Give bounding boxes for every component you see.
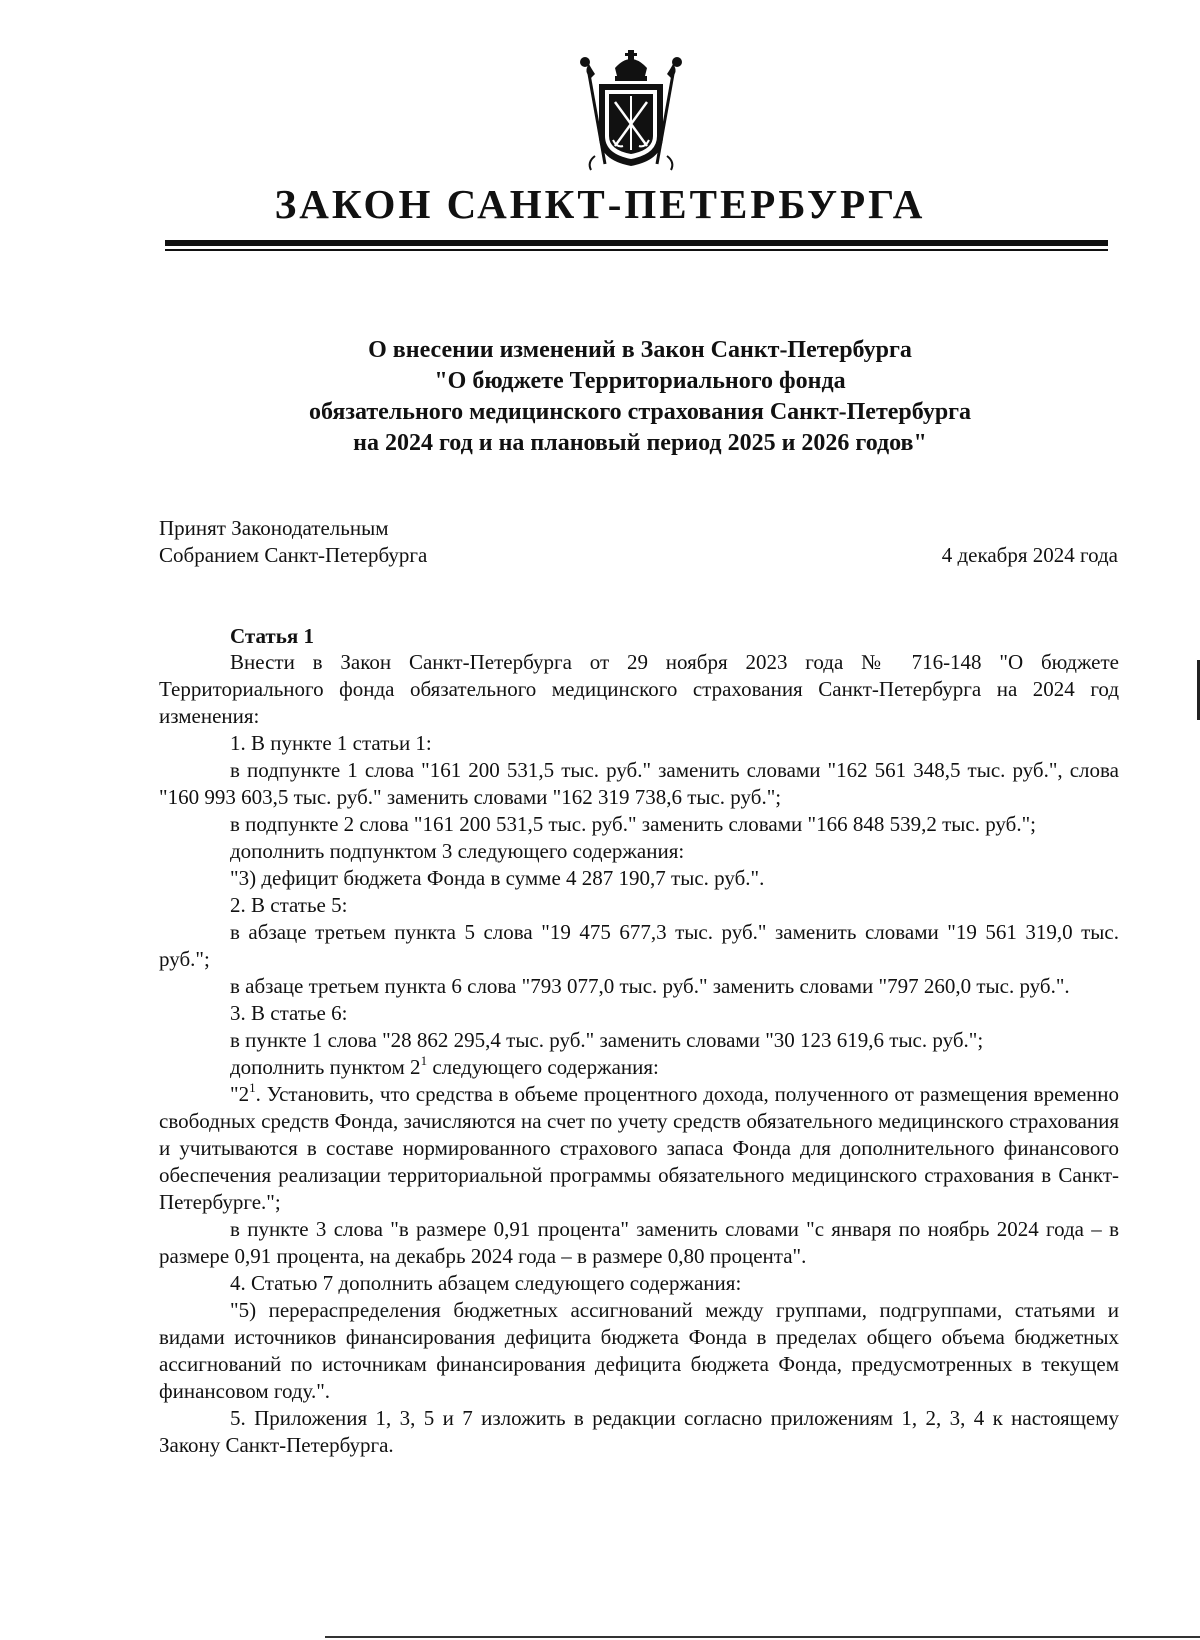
list-item: 4. Статью 7 дополнить абзацем следующего содержания:: [230, 1271, 742, 1295]
superscript: 1: [249, 1080, 256, 1095]
text-run: "2: [230, 1082, 250, 1106]
text-run: следующего содержания:: [427, 1055, 659, 1079]
article-heading: Статья 1: [230, 624, 314, 648]
list-item: [159, 1081, 1119, 1216]
text-run: . Установить, что средства в объеме процентного дохода, полученного от размещения временно свободных средств Фонда, зачисляются на счет по учету средств обязательного медицинского страхования и учитываются в составе нормированного страхового запаса Фонда для дополнительного финансового обеспечения реализации территориальной программы обязательного медицинского страхования в Санкт-Петербурге.";: [159, 1082, 1119, 1214]
article-body: [159, 649, 1119, 1459]
document-title: ЗАКОН САНКТ-ПЕТЕРБУРГА: [274, 181, 926, 227]
list-item: в пункте 1 слова "28 862 295,4 тыс. руб." заменить словами "30 123 619,6 тыс. руб.";: [230, 1028, 984, 1052]
law-title: [0, 335, 1200, 459]
list-item: в пункте 3 слова "в размере 0,91 процента" заменить словами "с января по ноябрь 2024 года – в размере 0,91 процента, на декабрь 2024 года – в размере 0,80 процента".: [159, 1217, 1119, 1268]
adoption-statement: [159, 515, 427, 569]
title-rule-thick: [165, 240, 1108, 246]
article-intro: Внести в Закон Санкт-Петербурга от 29 ноября 2023 года № 716-148 "О бюджете Территориального фонда обязательного медицинского страхования Санкт-Петербурга на 2024 год изменения:: [159, 650, 1119, 728]
list-item: 2. В статье 5:: [230, 893, 348, 917]
list-item: "3) дефицит бюджета Фонда в сумме 4 287 190,7 тыс. руб.".: [230, 866, 765, 890]
saint-petersburg-coat-of-arms-icon: [575, 48, 687, 174]
list-item: 1. В пункте 1 статьи 1:: [230, 731, 432, 755]
law-title-line: О внесении изменений в Закон Санкт-Петербурга: [368, 337, 912, 363]
list-item: в абзаце третьем пункта 5 слова "19 475 677,3 тыс. руб." заменить словами "19 561 319,0 тыс. руб.";: [159, 920, 1119, 971]
law-title-line: обязательного медицинского страхования Санкт-Петербурга: [308, 399, 972, 425]
list-item: "5) перераспределения бюджетных ассигнований между группами, подгруппами, статьями и видами источников финансирования дефицита бюджета Фонда в пределах общего объема бюджетных ассигнований по источникам финансирования дефицита бюджета Фонда, предусмотренных в текущем финансовом году.".: [159, 1298, 1119, 1403]
adoption-line: Принят Законодательным: [159, 516, 389, 540]
law-title-line: "О бюджете Территориального фонда: [434, 368, 846, 394]
list-item: в подпункте 1 слова "161 200 531,5 тыс. руб." заменить словами "162 561 348,5 тыс. руб.", слова "160 993 603,5 тыс. руб." заменить словами "162 319 738,6 тыс. руб.";: [159, 758, 1119, 809]
adoption-line: Собранием Санкт-Петербурга: [159, 543, 428, 567]
list-item: в абзаце третьем пункта 6 слова "793 077,0 тыс. руб." заменить словами "797 260,0 тыс. руб.".: [230, 974, 1070, 998]
law-title-line: на 2024 год и на плановый период 2025 и 2026 годов": [353, 430, 927, 456]
list-item: в подпункте 2 слова "161 200 531,5 тыс. руб." заменить словами "166 848 539,2 тыс. руб.";: [230, 812, 1036, 836]
list-item: 3. В статье 6:: [230, 1001, 348, 1025]
title-rule-thin: [165, 249, 1108, 251]
adoption-date: 4 декабря 2024 года: [941, 543, 1118, 567]
text-run: дополнить пунктом 2: [230, 1055, 421, 1079]
superscript: 1: [420, 1053, 428, 1068]
list-item: [159, 1054, 1119, 1081]
scan-bottom-line: [325, 1636, 1200, 1638]
list-item: дополнить подпунктом 3 следующего содержания:: [230, 839, 685, 863]
list-item: 5. Приложения 1, 3, 5 и 7 изложить в редакции согласно приложениям 1, 2, 3, 4 к настоящему Закону Санкт-Петербурга.: [159, 1406, 1119, 1457]
